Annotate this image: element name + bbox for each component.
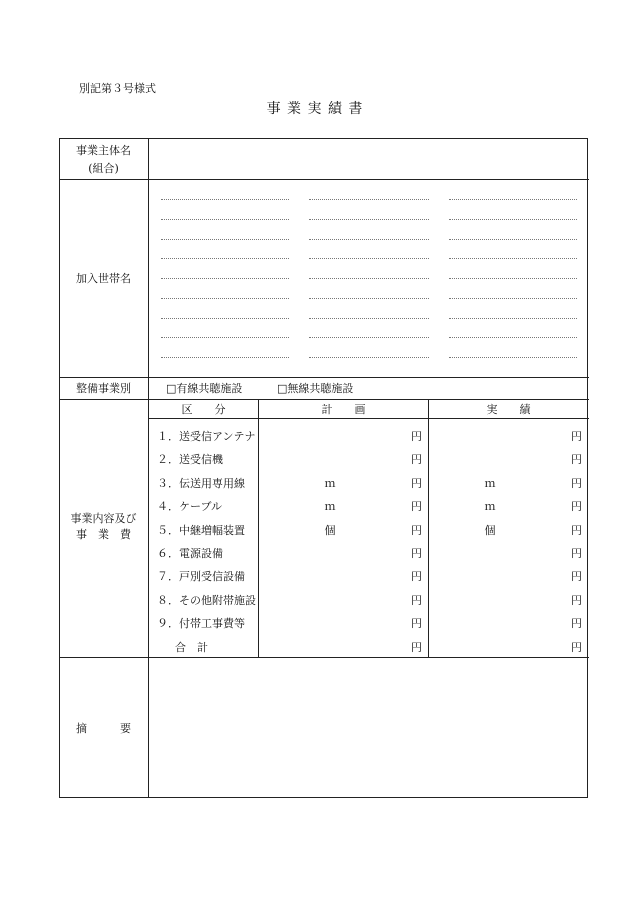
header-divider: [149, 418, 589, 419]
actual-yen-unit: 円: [571, 500, 582, 513]
item-label: ３．伝送用専用線: [157, 477, 245, 490]
plan-yen-unit: 円: [411, 594, 422, 607]
actual-unit: ｍ: [484, 500, 496, 513]
label-column-divider: [148, 138, 149, 798]
applicant-label: 事業主体名: [76, 144, 131, 157]
household-entry-line[interactable]: [161, 219, 289, 220]
row-divider: [59, 179, 589, 180]
actual-header: 実 績: [486, 403, 531, 416]
plan-yen-unit: 円: [411, 570, 422, 583]
cost-label: 事 業 費: [76, 528, 131, 541]
plan-yen-unit: 円: [411, 430, 422, 443]
household-entry-line[interactable]: [161, 318, 289, 319]
plan-unit: 個: [324, 524, 336, 537]
applicant-sublabel: (組合): [88, 162, 119, 175]
plan-yen-unit: 円: [411, 547, 422, 560]
household-entry-line[interactable]: [309, 318, 429, 319]
household-entry-line[interactable]: [161, 258, 289, 259]
household-entry-line[interactable]: [309, 298, 429, 299]
actual-yen-unit: 円: [571, 524, 582, 537]
plan-yen-unit: 円: [411, 453, 422, 466]
actual-unit: 個: [484, 524, 496, 537]
actual-yen-unit: 円: [571, 477, 582, 490]
actual-yen-unit: 円: [571, 453, 582, 466]
row-divider: [59, 377, 589, 378]
item-label: ７．戸別受信設備: [157, 570, 245, 583]
wired-facility-checkbox[interactable]: □有線共聴施設: [166, 382, 243, 395]
kubun-column-divider: [258, 399, 259, 657]
household-entry-line[interactable]: [161, 199, 289, 200]
household-entry-line[interactable]: [161, 278, 289, 279]
households-label: 加入世帯名: [76, 272, 131, 285]
plan-unit: ｍ: [324, 500, 336, 513]
document-title: 事 業 実 績 書: [266, 101, 364, 117]
actual-yen-unit: 円: [571, 547, 582, 560]
household-entry-line[interactable]: [449, 298, 577, 299]
item-label: ４．ケーブル: [157, 500, 223, 513]
applicant-field[interactable]: [150, 140, 586, 178]
actual-unit: ｍ: [484, 477, 496, 490]
item-label: ２．送受信機: [157, 453, 223, 466]
household-entry-line[interactable]: [161, 337, 289, 338]
actual-yen-unit: 円: [571, 617, 582, 630]
plan-yen-unit: 円: [411, 500, 422, 513]
plan-yen-unit: 円: [411, 477, 422, 490]
household-entry-line[interactable]: [449, 318, 577, 319]
household-entry-line[interactable]: [449, 199, 577, 200]
household-entry-line[interactable]: [449, 278, 577, 279]
household-entry-line[interactable]: [309, 239, 429, 240]
household-entry-line[interactable]: [449, 337, 577, 338]
plan-unit: ｍ: [324, 477, 336, 490]
summary-field[interactable]: [150, 659, 586, 796]
actual-yen-unit: 円: [571, 570, 582, 583]
household-entry-line[interactable]: [309, 219, 429, 220]
actual-yen-unit: 円: [571, 430, 582, 443]
plan-yen-unit: 円: [411, 524, 422, 537]
total-label: 合 計: [175, 641, 208, 654]
household-entry-line[interactable]: [161, 298, 289, 299]
item-label: ８．その他附帯施設: [157, 594, 256, 607]
plan-yen-unit: 円: [411, 617, 422, 630]
plan-header: 計 画: [321, 403, 366, 416]
household-entry-line[interactable]: [161, 239, 289, 240]
row-divider: [59, 657, 589, 658]
content-label: 事業内容及び: [70, 512, 137, 525]
household-entry-line[interactable]: [161, 357, 289, 358]
kubun-header: 区 分: [181, 403, 226, 416]
row-divider: [59, 399, 589, 400]
summary-label: 摘 要: [76, 722, 131, 735]
item-label: ６．電源設備: [157, 547, 223, 560]
household-entry-line[interactable]: [309, 337, 429, 338]
household-entry-line[interactable]: [309, 278, 429, 279]
household-entry-line[interactable]: [309, 258, 429, 259]
household-entry-line[interactable]: [449, 219, 577, 220]
item-label: １．送受信アンテナ: [157, 430, 256, 443]
wireless-facility-checkbox[interactable]: □無線共聴施設: [277, 382, 354, 395]
item-label: ９．付帯工事費等: [157, 617, 245, 630]
actual-yen-unit: 円: [571, 641, 582, 654]
item-label: ５．中継増幅装置: [157, 524, 245, 537]
household-entry-line[interactable]: [449, 357, 577, 358]
household-entry-line[interactable]: [309, 357, 429, 358]
form-label: 別記第３号様式: [79, 82, 156, 95]
household-entry-line[interactable]: [309, 199, 429, 200]
household-entry-line[interactable]: [449, 239, 577, 240]
plan-column-divider: [428, 399, 429, 657]
category-label: 整備事業別: [76, 382, 131, 395]
plan-yen-unit: 円: [411, 641, 422, 654]
household-entry-line[interactable]: [449, 258, 577, 259]
actual-yen-unit: 円: [571, 594, 582, 607]
